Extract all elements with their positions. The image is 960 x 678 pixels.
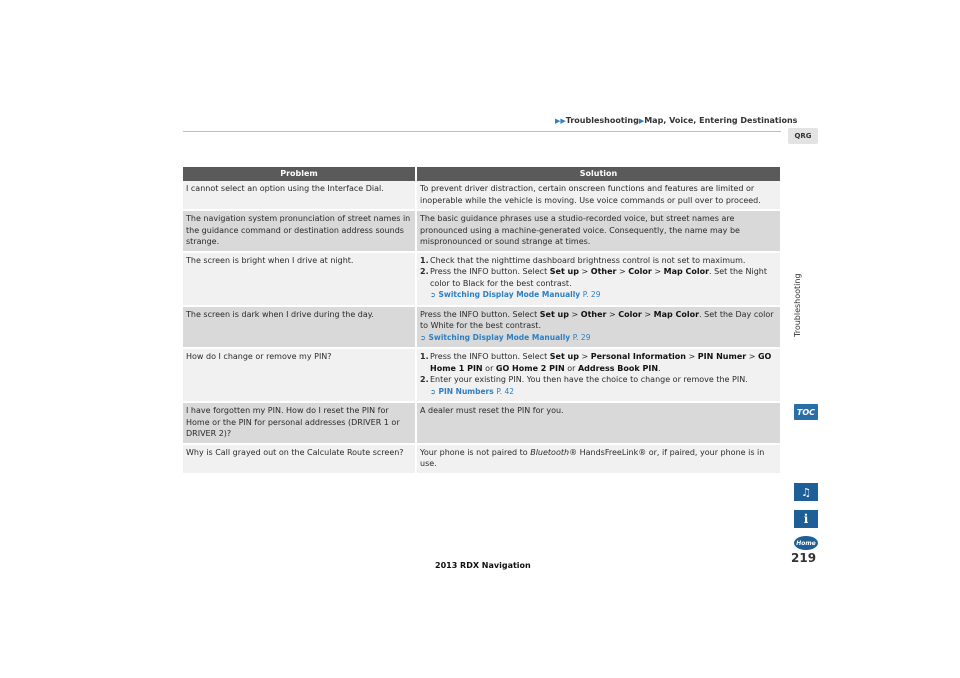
menu-separator: >	[746, 352, 758, 361]
solution-cell: The basic guidance phrases use a studio-recorded voice, but street names are pronounced using a machine-generated voice. Consequently, the name may be mispronounced or sound strange at times.	[416, 210, 780, 252]
table-row	[183, 210, 780, 252]
menu-term: Color	[618, 309, 642, 319]
header-problem: Problem	[183, 167, 416, 181]
step-2	[420, 266, 777, 289]
table-row	[183, 444, 780, 473]
step-1	[420, 351, 777, 374]
reference-arrow-icon: ➲	[420, 333, 426, 342]
qrg-tab[interactable]: QRG	[788, 128, 818, 144]
menu-separator: >	[568, 309, 581, 319]
problem-cell: The screen is bright when I drive at night.	[183, 252, 416, 306]
text-run: or	[564, 363, 578, 373]
step-number: 1.	[420, 255, 429, 265]
menu-term: Personal Information	[590, 352, 686, 361]
menu-term: Map Color	[663, 267, 710, 276]
reference-page[interactable]: P. 42	[496, 386, 515, 396]
step-1	[420, 255, 777, 267]
text-run: or	[482, 363, 496, 373]
toc-button[interactable]: TOC	[794, 404, 818, 420]
menu-term: Color	[628, 267, 652, 276]
reference-label[interactable]: Switching Display Mode Manually	[428, 332, 571, 342]
cross-reference-link[interactable]	[420, 332, 777, 345]
step-text: Check that the nighttime dashboard brightness control is not set to maximum.	[430, 255, 746, 265]
problem-cell: The screen is dark when I drive during the day.	[183, 306, 416, 349]
table-row	[183, 402, 780, 444]
reference-label[interactable]: Switching Display Mode Manually	[438, 290, 581, 299]
text-run: Press the INFO button. Select	[430, 267, 550, 276]
menu-term: Other	[580, 309, 607, 319]
footer-title: 2013 RDX Navigation	[435, 561, 531, 570]
text-run: ® HandsFreeLink® or, if paired, your phone is in use.	[420, 447, 765, 468]
cross-reference-link[interactable]	[420, 386, 777, 399]
home-icon[interactable]: Home	[794, 536, 818, 550]
italic-term: Bluetooth	[530, 447, 570, 457]
page-number: 219	[791, 551, 817, 565]
step-number: 2.	[420, 375, 429, 384]
breadcrumb-arrow-icon: ▶▶	[555, 117, 566, 125]
menu-term: Other	[590, 267, 617, 276]
menu-separator: >	[641, 309, 654, 319]
breadcrumb-separator-icon: ▶	[638, 117, 645, 125]
menu-separator: >	[578, 352, 591, 361]
step-text: Enter your existing PIN. You then have the choice to change or remove the PIN.	[430, 375, 748, 384]
step-number: 1.	[420, 352, 429, 361]
reference-arrow-icon: ➲	[430, 387, 436, 396]
step-text	[430, 351, 777, 374]
header-solution: Solution	[416, 167, 780, 181]
text-run: . Set the Day color to White for the best contrast.	[420, 309, 774, 330]
troubleshooting-table	[183, 167, 780, 473]
breadcrumb-section[interactable]: Troubleshooting	[565, 116, 639, 125]
menu-separator: >	[578, 267, 591, 276]
table-header-row	[183, 167, 780, 181]
menu-term: Map Color	[653, 309, 700, 319]
problem-cell: I have forgotten my PIN. How do I reset the PIN for Home or the PIN for personal addresses (DRIVER 1 or DRIVER 2)?	[183, 402, 416, 444]
menu-term: GO Home 2 PIN	[495, 363, 565, 373]
menu-term: Set up	[539, 309, 569, 319]
reference-arrow-icon: ➲	[430, 291, 436, 299]
menu-separator: >	[685, 352, 698, 361]
solution-text	[420, 309, 777, 332]
voice-command-icon[interactable]: ♫	[794, 483, 818, 501]
menu-term: Set up	[549, 267, 579, 276]
table-row	[183, 306, 780, 349]
solution-cell	[416, 444, 780, 473]
problem-cell: The navigation system pronunciation of street names in the guidance command or destination address sounds strange.	[183, 210, 416, 252]
reference-label[interactable]: PIN Numbers	[438, 386, 494, 396]
table-row	[183, 348, 780, 402]
solution-cell: A dealer must reset the PIN for you.	[416, 402, 780, 444]
reference-page[interactable]: P. 29	[582, 290, 601, 299]
solution-cell	[416, 348, 780, 402]
text-run: Your phone is not paired to	[420, 447, 531, 457]
text-run: .	[658, 363, 661, 373]
breadcrumb-topic: Map, Voice, Entering Destinations	[644, 116, 798, 125]
table-row	[183, 181, 780, 210]
menu-separator: >	[651, 267, 664, 276]
menu-separator: >	[606, 309, 619, 319]
section-side-label: Troubleshooting	[793, 273, 802, 337]
menu-term: Set up	[549, 352, 579, 361]
menu-term: Address Book PIN	[577, 363, 659, 373]
solution-cell	[416, 252, 780, 306]
reference-page[interactable]: P. 29	[572, 332, 591, 342]
problem-cell: I cannot select an option using the Interface Dial.	[183, 181, 416, 210]
text-run: Press the INFO button. Select	[430, 352, 550, 361]
header-rule	[183, 131, 781, 132]
menu-term: GO Home 1 PIN	[430, 352, 772, 373]
problem-cell: Why is Call grayed out on the Calculate Route screen?	[183, 444, 416, 473]
step-number: 2.	[420, 267, 429, 276]
breadcrumb	[555, 116, 797, 125]
info-icon[interactable]: i	[794, 510, 818, 528]
problem-cell: How do I change or remove my PIN?	[183, 348, 416, 402]
cross-reference-link[interactable]	[420, 289, 777, 302]
step-2	[420, 374, 777, 386]
step-text	[430, 266, 777, 289]
text-run: Press the INFO button. Select	[420, 309, 540, 319]
solution-cell: To prevent driver distraction, certain onscreen functions and features are limited or inoperable while the vehicle is moving. Use voice commands or pull over to proceed.	[416, 181, 780, 210]
text-run: . Set the Night color to Black for the best contrast.	[430, 267, 767, 288]
menu-separator: >	[616, 267, 629, 276]
solution-cell	[416, 306, 780, 349]
table-row	[183, 252, 780, 306]
menu-term: PIN Numer	[697, 352, 747, 361]
